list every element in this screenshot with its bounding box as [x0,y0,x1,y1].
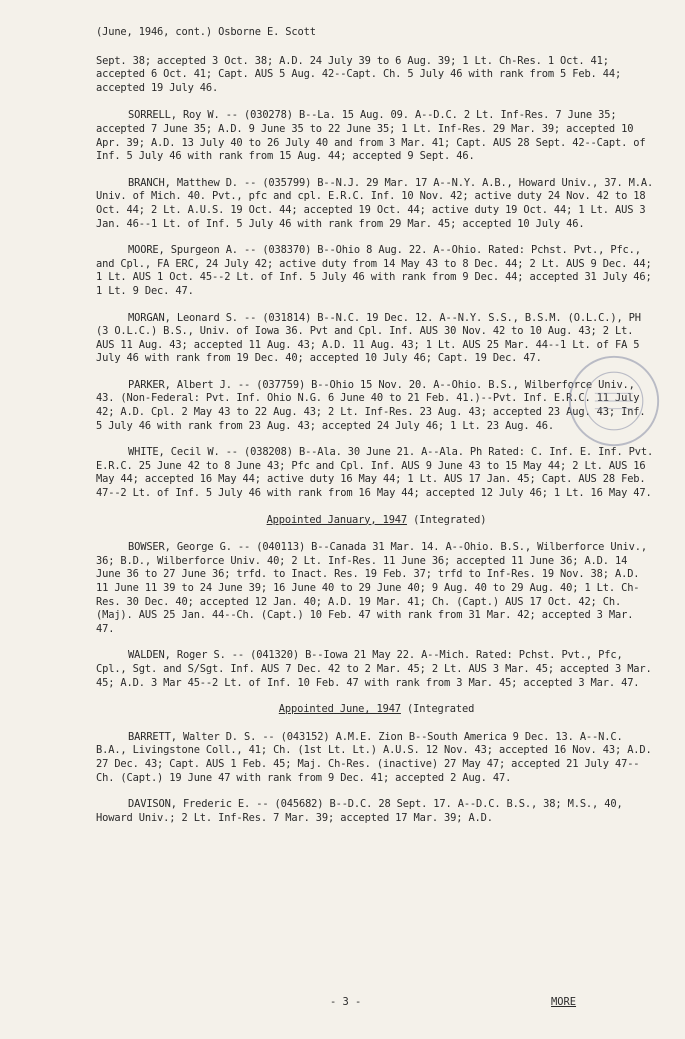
section-heading-january-1947 [96,514,657,528]
entry-white: WHITE, Cecil W. -- (038208) B--Ala. 30 June 21. A--Ala. Ph Rated: C. Inf. E. Inf. Pvt. E.R.C. 25 June 42 to 8 June 43; Pfc and Cpl. Inf. AUS 9 June 43 to 15 May 44; 2 Lt. AUS 16 May 44; accepted 16 May 44; active duty 16 May 44; 1 Lt. AUS 17 Jan. 45; Capt. AUS 28 Feb. 47--2 Lt. of Inf. 5 July 46 with rank from 16 May 44; accepted 12 July 46; 1 Lt. 16 May 47. [96,446,654,500]
entry-parker: PARKER, Albert J. -- (037759) B--Ohio 15 Nov. 20. A--Ohio. B.S., Wilberforce Univ., 43. (Non-Federal: Pvt. Inf. Ohio N.G. 6 June 40 to 21 Feb. 41.)--Pvt. Inf. E.R.C. 11 July 42; A.D. Cpl. 2 May 43 to 22 Aug. 43; 2 Lt. Inf-Res. 23 Aug. 43; accepted 23 Aug. 43; Inf. 5 July 46 with rank from 23 Aug. 43; accepted 24 July 46; 1 Lt. 23 Aug. 46. [96,378,646,432]
scott-entry-continuation: Sept. 38; accepted 3 Oct. 38; A.D. 24 July 39 to 6 Aug. 39; 1 Lt. Ch-Res. 1 Oct. 41; accepted 6 Oct. 41; Capt. AUS 5 Aug. 42--Capt. Ch. 5 July 46 with rank from 5 Feb. 44; accepted 19 July 46. [96,54,622,94]
entry-branch: BRANCH, Matthew D. -- (035799) B--N.J. 29 Mar. 17 A--N.Y. A.B., Howard Univ., 37. M.A. Univ. of Mich. 40. Pvt., pfc and cpl. E.R.C. Inf. 10 Nov. 42; active duty 24 Nov. 42 to 18 Oct. 44; 2 Lt. A.U.S. 19 Oct. 44; accepted 19 Oct. 44; active duty 19 Oct. 44; 1 Lt. AUS 3 Jan. 46--1 Lt. of Inf. 5 July 46 with rank from 29 Mar. 45; accepted 10 July 46. [96,176,654,230]
entry-sorrell: SORRELL, Roy W. -- (030278) B--La. 15 Aug. 09. A--D.C. 2 Lt. Inf-Res. 7 June 35; accepted 7 June 35; A.D. 9 June 35 to 22 June 35; 1 Lt. Inf-Res. 29 Mar. 39; accepted 10 Apr. 39; A.D. 13 July 40 to 26 July 40 and from 3 Mar. 41; Capt. AUS 28 Sept. 42--Capt. of Inf. 5 July 46 with rank from 15 Aug. 44; accepted 9 Sept. 46. [96,109,646,163]
more-indicator: MORE [551,996,577,1008]
section-note: (Integrated [407,703,475,716]
page-header: (June, 1946, cont.) Osborne E. Scott [96,26,316,38]
archive-seal-stamp [566,353,662,449]
section-title: Appointed June, 1947 [278,703,401,716]
page-number: - 3 - [330,996,362,1008]
entry-bowser: BOWSER, George G. -- (040113) B--Canada 31 Mar. 14. A--Ohio. B.S., Wilberforce Univ., 36; B.D., Wilberforce Univ. 40; 2 Lt. Inf-Res. 11 June 36; accepted 11 June 36; A.D. 14 June 36 to 27 June 36; trfd. to Inact. Res. 19 Feb. 37; trfd to Inf-Res. 19 Nov. 38; A.D. 11 June 11 39 to 24 June 39; 16 June 40 to 29 June 40; 9 Aug. 40 to 29 Aug. 40; 1 Lt. Ch-Res. 30 Dec. 40; accepted 12 Jan. 40; A.D. 19 Mar. 41; Ch. (Capt.) AUS 17 Oct. 42; Ch. (Maj). AUS 25 Jan. 44--Ch. (Capt.) 10 Feb. 47 with rank from 31 Mar. 42; accepted 3 Mar. 47. [96,541,647,635]
entry-moore: MOORE, Spurgeon A. -- (038370) B--Ohio 8 Aug. 22. A--Ohio. Rated: Pchst. Pvt., Pfc., and Cpl., FA ERC, 24 July 42; active duty from 14 May 43 to 8 Dec. 44; 2 Lt. AUS 9 Dec. 44; 1 Lt. AUS 1 Oct. 45--2 Lt. of Inf. 5 July 46 with rank from 9 Dec. 44; accepted 31 July 46; 1 Lt. 9 Dec. 47. [96,244,652,297]
entry-davison: DAVISON, Frederic E. -- (045682) B--D.C. 28 Sept. 17. A--D.C. B.S., 38; M.S., 40, Howard Univ.; 2 Lt. Inf-Res. 7 Mar. 39; accepted 17 Mar. 39; A.D. [96,798,623,824]
section-heading-june-1947 [96,703,657,717]
entry-morgan: MORGAN, Leonard S. -- (031814) B--N.C. 19 Dec. 12. A--N.Y. S.S., B.S.M. (O.L.C.), PH (3 O.L.C.) B.S., Univ. of Iowa 36. Pvt and Cpl. Inf. AUS 30 Nov. 42 to 10 Aug. 43; 2 Lt. AUS 11 Aug. 43; accepted 11 Aug. 43; A.D. 11 Aug. 43; 1 Lt. AUS 25 Mar. 44--1 Lt. of FA 5 July 46 with rank from 19 Dec. 40; accepted 10 July 46; Capt. 19 Dec. 47. [96,311,641,365]
entry-barrett: BARRETT, Walter D. S. -- (043152) A.M.E. Zion B--South America 9 Dec. 13. A--N.C. B.A., Livingstone Coll., 41; Ch. (1st Lt. Lt.) A.U.S. 12 Nov. 43; accepted 16 Nov. 43; A.D. 27 Dec. 43; Capt. AUS 1 Feb. 45; Maj. Ch-Res. (inactive) 27 May 47; accepted 21 July 47--Ch. (Capt.) 19 June 47 with rank from 9 Dec. 41; accepted 2 Aug. 47. [96,730,652,784]
section-title: Appointed January, 1947 [266,513,408,526]
entry-walden: WALDEN, Roger S. -- (041320) B--Iowa 21 May 22. A--Mich. Rated: Pchst. Pvt., Pfc, Cpl., Sgt. and S/Sgt. Inf. AUS 7 Dec. 42 to 2 Mar. 45; 2 Lt. AUS 3 Mar. 45; accepted 3 Mar. 45; A.D. 3 Mar 45--2 Lt. of Inf. 10 Feb. 47 with rank from 3 Mar. 45; accepted 3 Mar. 47. [96,649,652,689]
section-note: (Integrated) [413,513,487,526]
